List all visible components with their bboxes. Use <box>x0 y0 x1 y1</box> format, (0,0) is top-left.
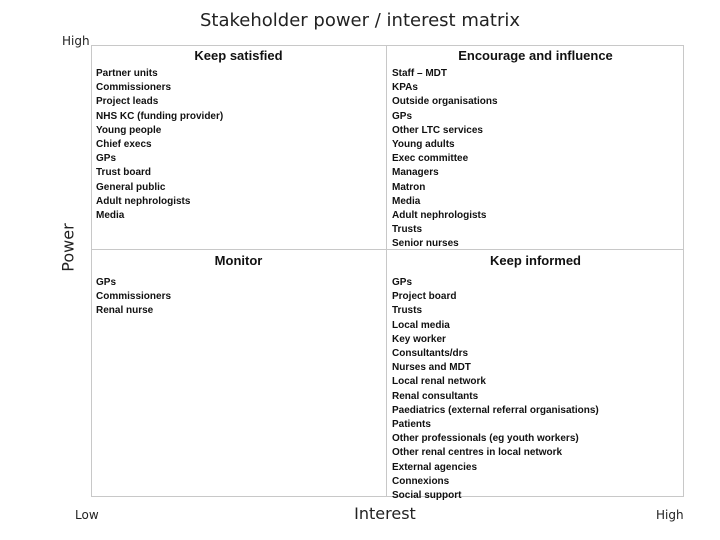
stakeholder-item: Young adults <box>392 139 455 151</box>
stakeholder-item: Outside organisations <box>392 96 498 108</box>
stakeholder-list <box>91 276 386 319</box>
quadrant-heading: Encourage and influence <box>458 48 613 63</box>
quadrant-encourage-and-influence <box>387 45 684 249</box>
stakeholder-item: Partner units <box>96 68 158 79</box>
stakeholder-item: Trusts <box>392 224 423 236</box>
stakeholder-item: Staff – MDT <box>392 68 447 79</box>
quadrant-keep-satisfied <box>91 45 386 249</box>
stakeholder-item: Trusts <box>392 305 423 317</box>
stakeholder-list <box>387 67 684 252</box>
matrix-title: Stakeholder power / interest matrix <box>199 10 520 31</box>
stakeholder-item: Consultants/drs <box>392 348 469 360</box>
stakeholder-item: Managers <box>392 167 439 179</box>
stakeholder-item: Exec committee <box>392 153 469 165</box>
stakeholder-item: Media <box>392 195 421 207</box>
stakeholder-item: GPs <box>96 277 117 288</box>
stakeholder-list <box>387 276 684 503</box>
stakeholder-item: Media <box>96 210 125 222</box>
stakeholder-list <box>91 67 386 223</box>
stakeholder-item: Trust board <box>96 167 152 179</box>
stakeholder-item: Social support <box>392 490 462 502</box>
quadrant-heading: Keep informed <box>489 253 581 268</box>
stakeholder-item: Key worker <box>392 333 446 345</box>
interest-high-label: High <box>656 508 684 522</box>
stakeholder-item: Nurses and MDT <box>392 362 471 374</box>
stakeholder-item: KPAs <box>392 82 418 94</box>
quadrant-heading: Monitor <box>214 253 263 268</box>
stakeholder-item: Project board <box>392 291 457 303</box>
stakeholder-item: Renal consultants <box>392 390 479 402</box>
stakeholder-item: Other LTC services <box>392 124 483 136</box>
quadrant-heading: Keep satisfied <box>194 48 283 63</box>
power-high-label: High <box>62 34 90 48</box>
stakeholder-item: Renal nurse <box>96 305 154 317</box>
stakeholder-item: Local media <box>392 319 450 331</box>
stakeholder-item: External agencies <box>392 461 478 473</box>
stakeholder-item: GPs <box>392 110 413 122</box>
stakeholder-item: Patients <box>392 419 431 431</box>
stakeholder-item: Other renal centres in local network <box>392 447 563 459</box>
stakeholder-item: Paediatrics (external referral organisations) <box>392 404 599 416</box>
stakeholder-item: Commissioners <box>96 82 172 94</box>
stakeholder-item: Adult nephrologists <box>392 210 487 222</box>
interest-low-label: Low <box>75 508 99 522</box>
stakeholder-item: Project leads <box>96 96 159 108</box>
stakeholder-item: Connexions <box>392 475 450 487</box>
stakeholder-item: Matron <box>392 181 426 193</box>
stakeholder-item: Local renal network <box>392 376 486 388</box>
quadrant-keep-informed <box>387 250 684 502</box>
interest-axis-title: Interest <box>354 504 416 523</box>
stakeholder-item: Adult nephrologists <box>96 195 191 207</box>
stakeholder-item: Commissioners <box>96 291 172 303</box>
stakeholder-item: Other professionals (eg youth workers) <box>392 433 579 445</box>
stakeholder-item: GPs <box>392 277 413 288</box>
stakeholder-item: General public <box>96 181 166 193</box>
stakeholder-item: NHS KC (funding provider) <box>96 110 224 122</box>
stakeholder-item: Chief execs <box>96 139 152 151</box>
stakeholder-item: Senior nurses <box>392 238 459 250</box>
stakeholder-item: Young people <box>96 124 162 136</box>
quadrant-monitor <box>91 250 386 497</box>
stakeholder-item: GPs <box>96 153 117 165</box>
power-axis-title: Power <box>58 223 78 272</box>
